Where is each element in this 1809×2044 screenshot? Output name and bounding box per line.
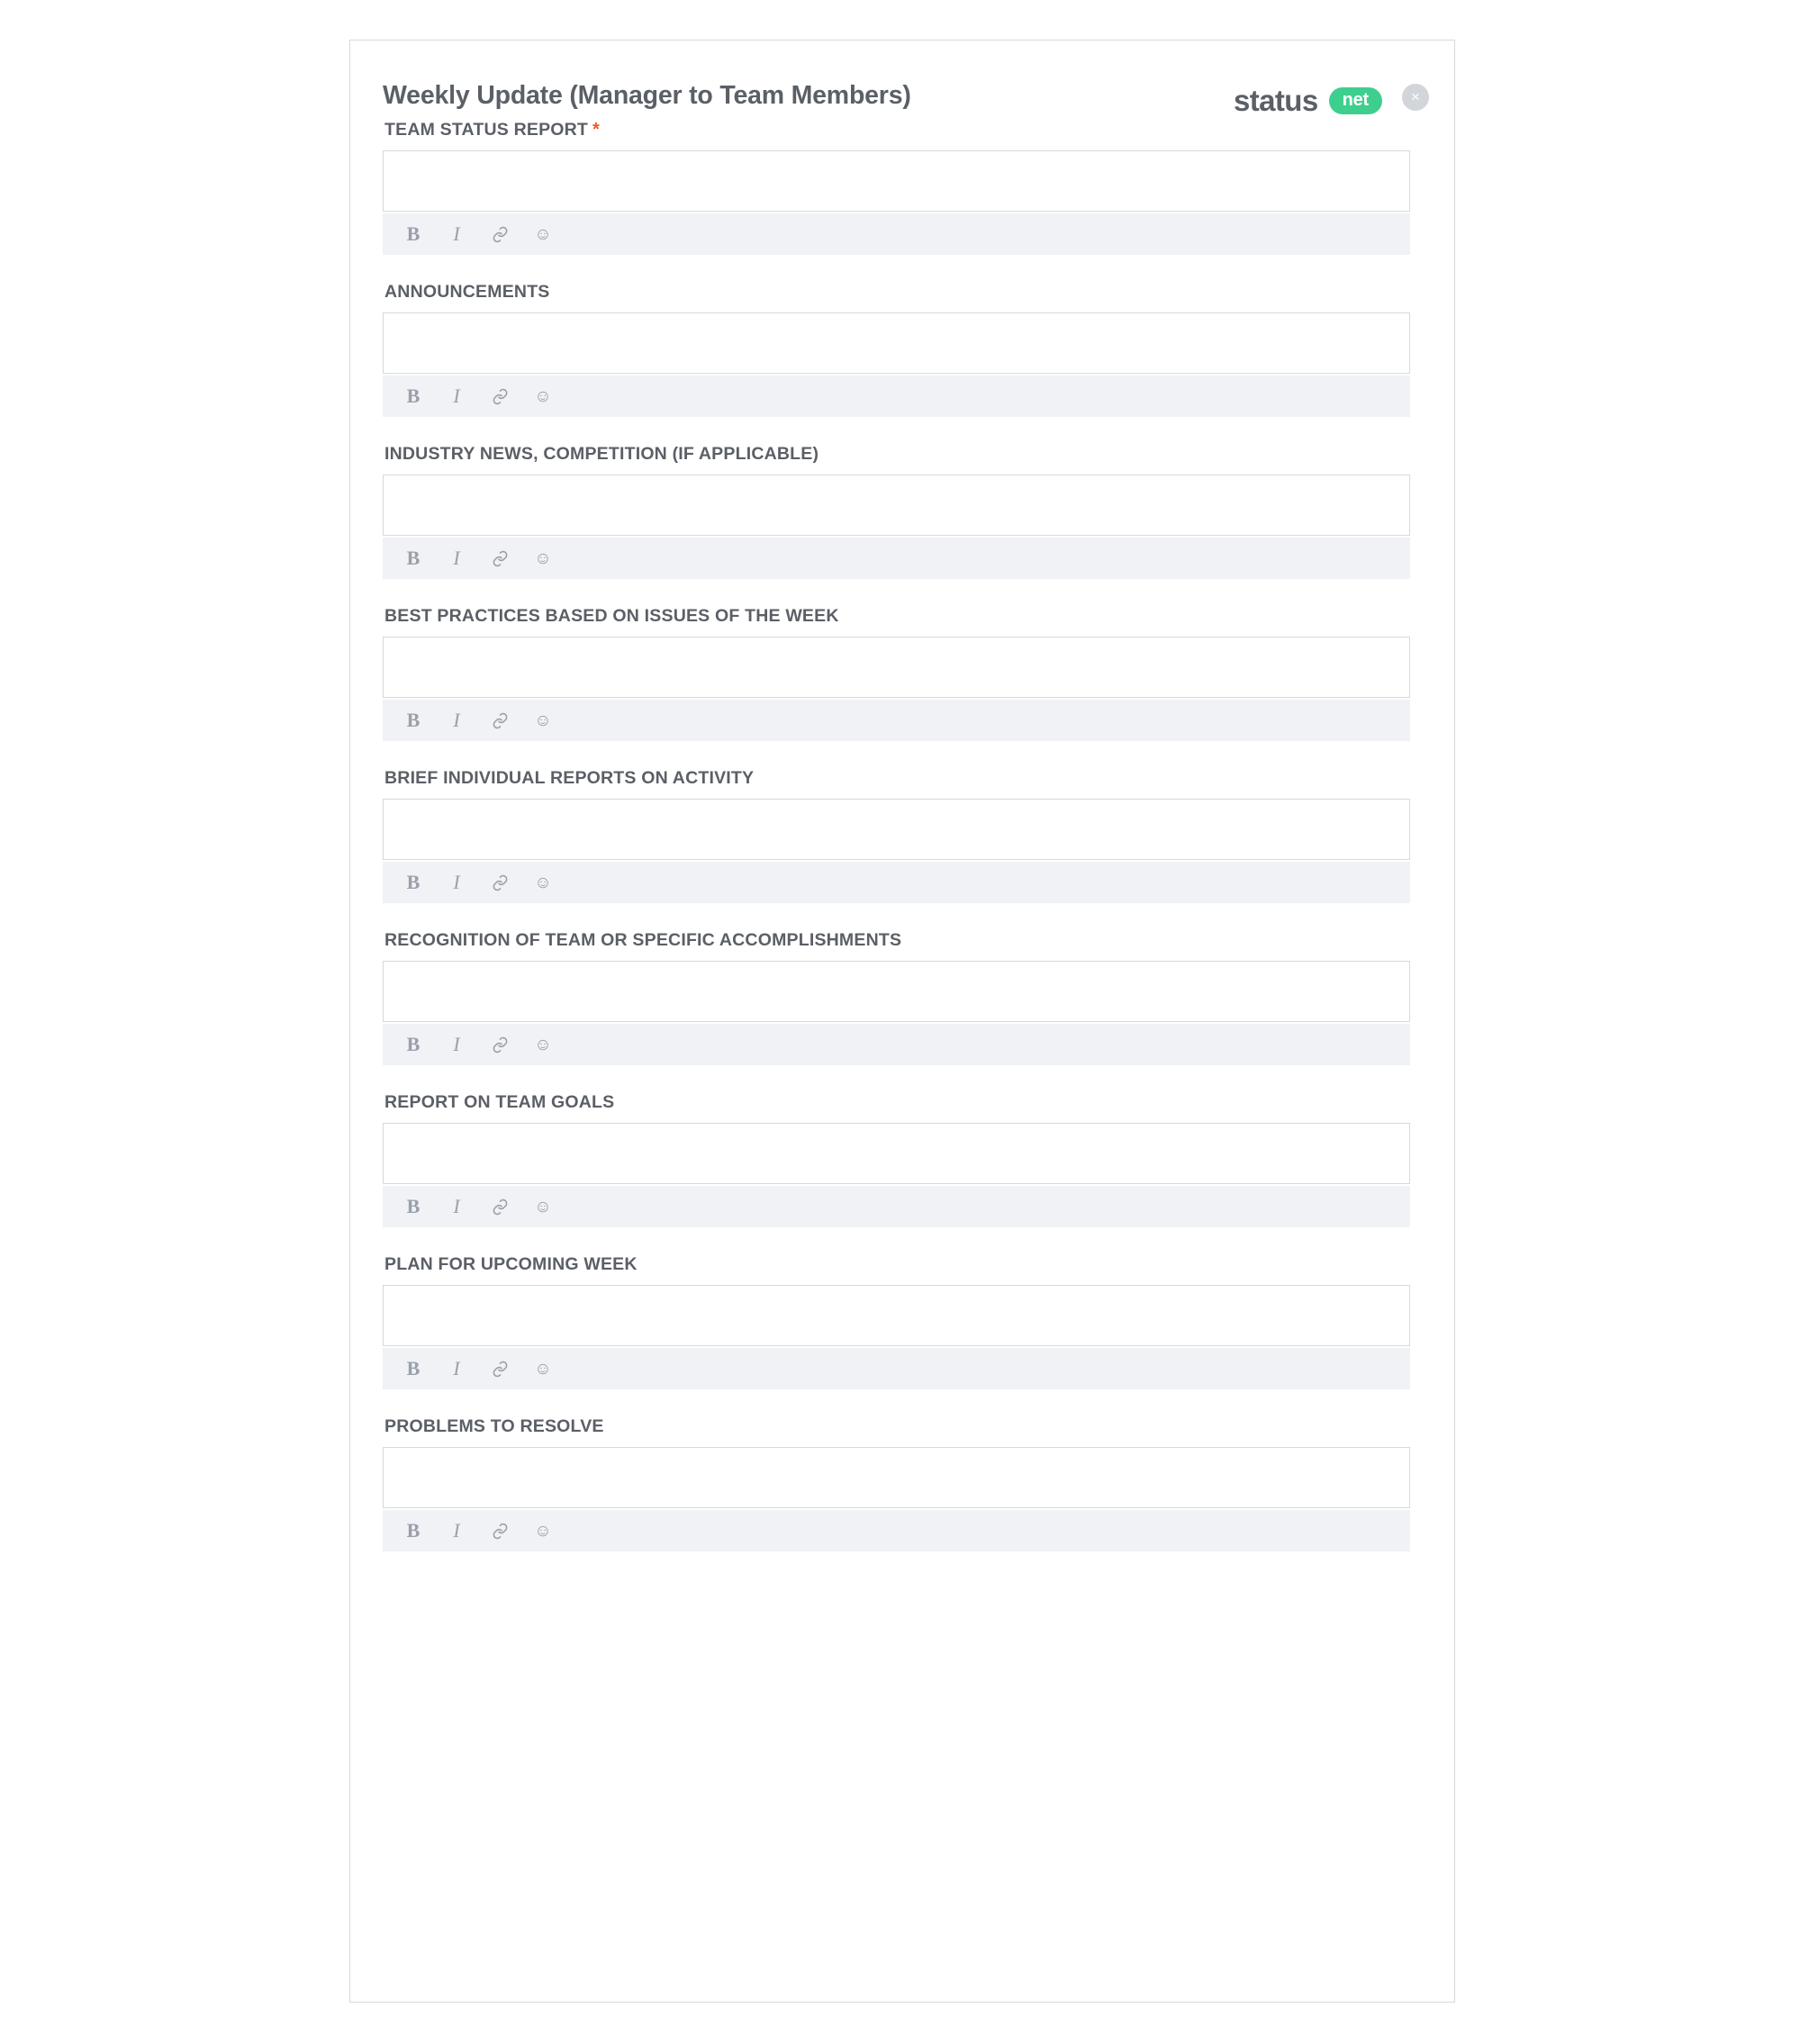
field-individual-reports — [383, 768, 1422, 903]
field-recognition — [383, 930, 1422, 1065]
field-label: PROBLEMS TO RESOLVE — [384, 1416, 604, 1436]
bold-icon[interactable]: B — [406, 547, 421, 569]
field-label: BEST PRACTICES BASED ON ISSUES OF THE WEEK — [384, 606, 839, 626]
editor-input[interactable] — [383, 1285, 1410, 1346]
emoji-icon[interactable]: ☺ — [534, 873, 552, 892]
editor-toolbar — [383, 700, 1410, 741]
link-icon[interactable] — [489, 1034, 511, 1055]
bold-icon[interactable]: B — [406, 384, 421, 407]
field-label: RECOGNITION OF TEAM OR SPECIFIC ACCOMPLISHMENTS — [384, 930, 902, 950]
bold-icon[interactable]: B — [406, 1195, 421, 1217]
italic-icon[interactable]: I — [453, 871, 460, 893]
field-label: PLAN FOR UPCOMING WEEK — [384, 1254, 638, 1274]
editor-input[interactable] — [383, 312, 1410, 374]
form-header — [383, 82, 1422, 118]
emoji-icon[interactable]: ☺ — [534, 224, 552, 244]
field-plan-upcoming-week — [383, 1254, 1422, 1389]
link-icon[interactable] — [489, 1358, 511, 1379]
italic-icon[interactable]: I — [453, 547, 460, 569]
emoji-icon[interactable]: ☺ — [534, 710, 552, 730]
field-label-text: TEAM STATUS REPORT — [384, 120, 589, 140]
italic-icon[interactable]: I — [453, 1195, 460, 1217]
italic-icon[interactable]: I — [453, 1033, 460, 1055]
emoji-icon[interactable]: ☺ — [534, 1521, 552, 1541]
emoji-icon[interactable]: ☺ — [534, 1197, 552, 1216]
editor-toolbar — [383, 1348, 1410, 1389]
brand-logo — [1234, 84, 1382, 118]
bold-icon[interactable]: B — [406, 871, 421, 893]
editor-input[interactable] — [383, 961, 1410, 1022]
italic-icon[interactable]: I — [453, 222, 460, 245]
field-label: REPORT ON TEAM GOALS — [384, 1092, 615, 1112]
emoji-icon[interactable]: ☺ — [534, 548, 552, 568]
field-label — [384, 120, 1422, 140]
brand-badge: net — [1329, 87, 1382, 114]
editor-input[interactable] — [383, 1447, 1410, 1508]
editor-input[interactable] — [383, 150, 1410, 212]
bold-icon[interactable]: B — [406, 709, 421, 731]
bold-icon[interactable]: B — [406, 1357, 421, 1379]
field-team-goals — [383, 1092, 1422, 1227]
field-label: INDUSTRY NEWS, COMPETITION (IF APPLICABLE) — [384, 444, 819, 464]
link-icon[interactable] — [489, 1520, 511, 1542]
bold-icon[interactable]: B — [406, 222, 421, 245]
bold-icon[interactable]: B — [406, 1033, 421, 1055]
field-industry-news — [383, 444, 1422, 579]
editor-input[interactable] — [383, 637, 1410, 698]
editor-toolbar — [383, 1186, 1410, 1227]
editor-toolbar — [383, 1510, 1410, 1551]
link-icon[interactable] — [489, 547, 511, 569]
italic-icon[interactable]: I — [453, 1357, 460, 1379]
link-icon[interactable] — [489, 872, 511, 893]
editor-input[interactable] — [383, 475, 1410, 536]
required-marker: * — [592, 120, 601, 140]
field-best-practices — [383, 606, 1422, 741]
link-icon[interactable] — [489, 385, 511, 407]
editor-toolbar — [383, 862, 1410, 903]
bold-icon[interactable]: B — [406, 1519, 421, 1542]
italic-icon[interactable]: I — [453, 709, 460, 731]
field-label: BRIEF INDIVIDUAL REPORTS ON ACTIVITY — [384, 768, 755, 788]
editor-toolbar — [383, 538, 1410, 579]
emoji-icon[interactable]: ☺ — [534, 386, 552, 406]
field-problems-to-resolve — [383, 1416, 1422, 1551]
brand-name: status — [1233, 84, 1318, 117]
italic-icon[interactable]: I — [453, 1519, 460, 1542]
link-icon[interactable] — [489, 1196, 511, 1217]
field-team-status-report — [383, 120, 1422, 255]
italic-icon[interactable]: I — [453, 384, 460, 407]
editor-toolbar — [383, 213, 1410, 255]
editor-toolbar — [383, 1024, 1410, 1065]
weekly-update-form-card — [349, 40, 1455, 2003]
editor-input[interactable] — [383, 1123, 1410, 1184]
field-label: ANNOUNCEMENTS — [384, 282, 550, 302]
field-announcements — [383, 282, 1422, 417]
editor-toolbar — [383, 375, 1410, 417]
emoji-icon[interactable]: ☺ — [534, 1035, 552, 1054]
link-icon[interactable] — [489, 223, 511, 245]
page-title: Weekly Update (Manager to Team Members) — [383, 81, 911, 110]
emoji-icon[interactable]: ☺ — [534, 1359, 552, 1379]
link-icon[interactable] — [489, 710, 511, 731]
editor-input[interactable] — [383, 799, 1410, 860]
close-icon[interactable]: × — [1402, 84, 1429, 111]
